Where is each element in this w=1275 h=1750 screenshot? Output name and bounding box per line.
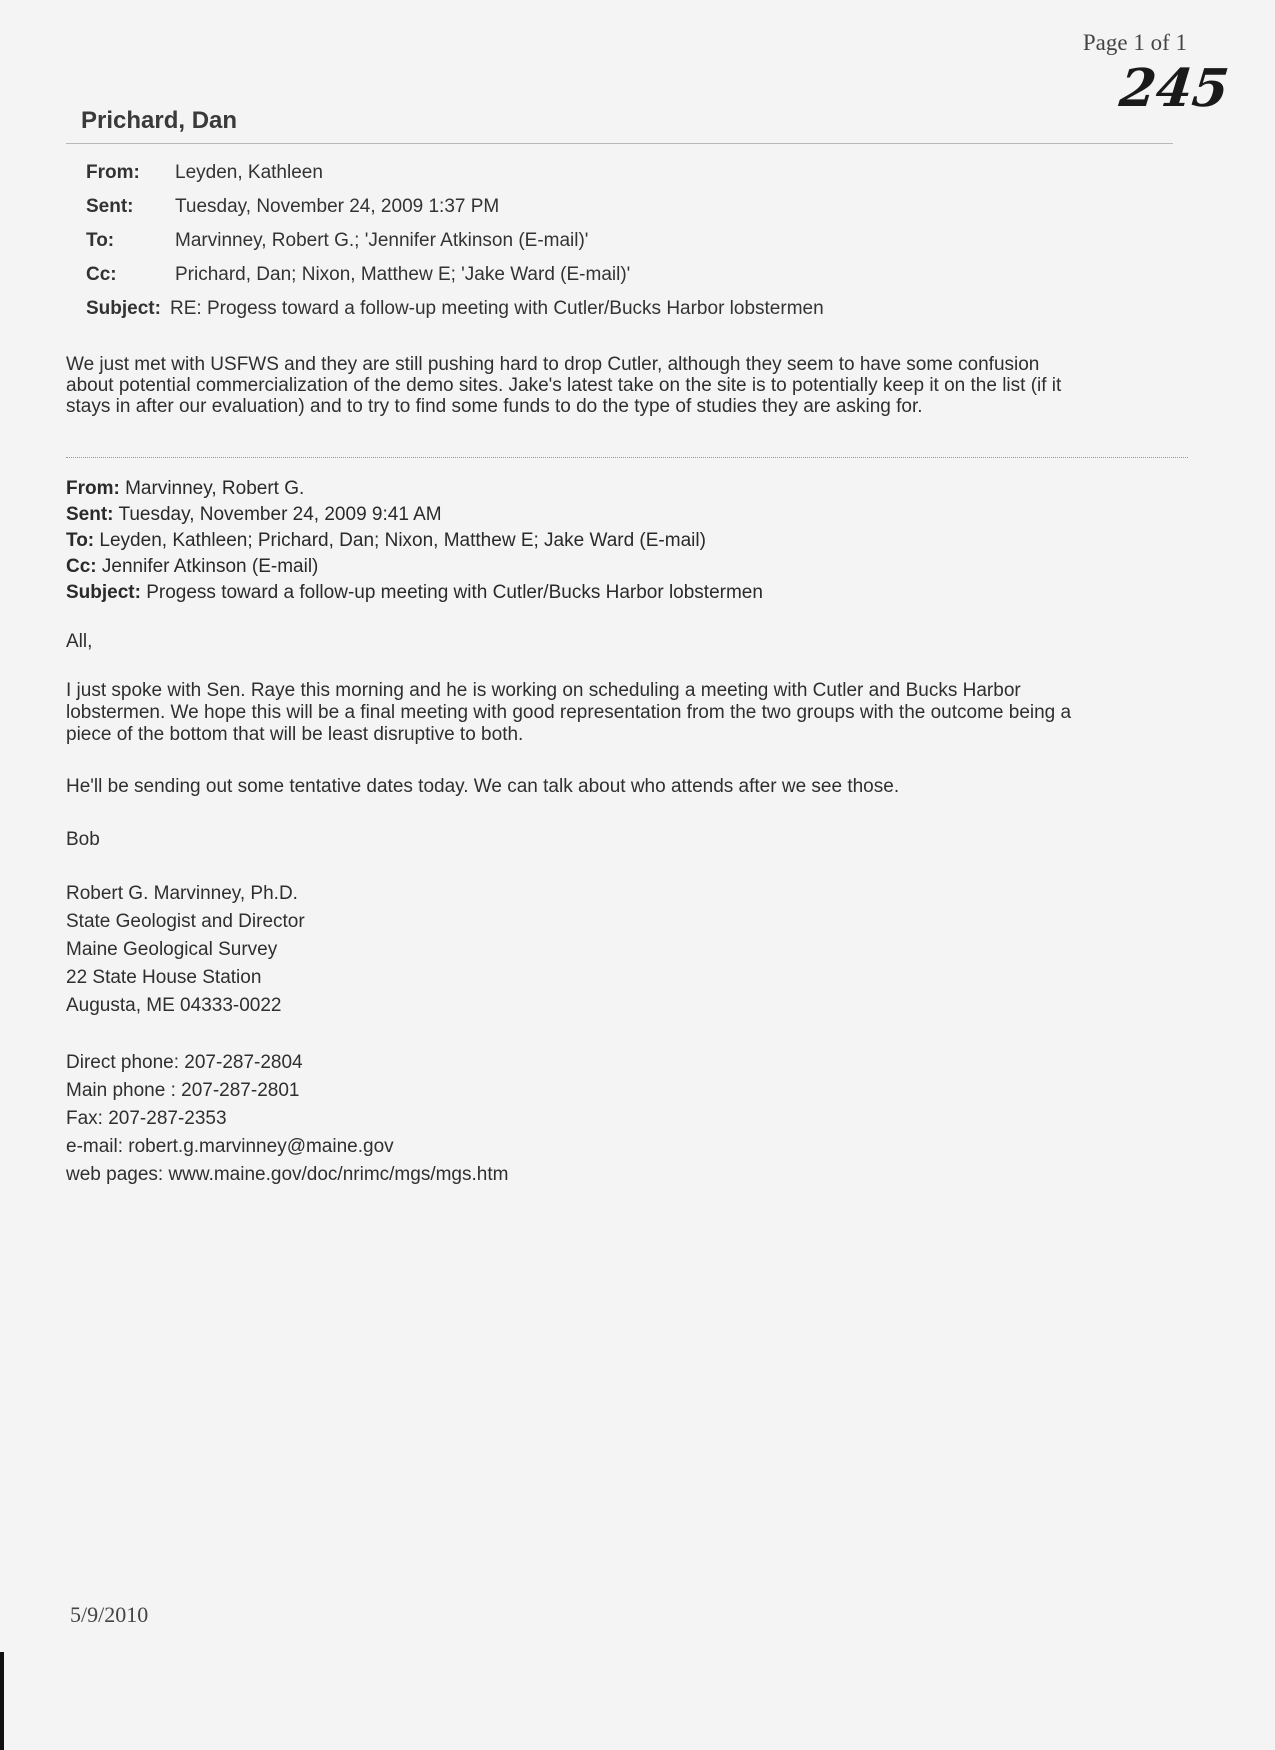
original-subject-value: Progess toward a follow-up meeting with Cutler/Bucks Harbor lobstermen (146, 582, 763, 603)
reply-body-line: We just met with USFWS and they are still pushing hard to drop Cutler, although they seem to have some confusion (66, 354, 1040, 375)
reply-body (66, 354, 1196, 417)
reply-header (86, 162, 824, 332)
signature-line: Maine Geological Survey (66, 939, 278, 960)
cc-row (86, 264, 824, 298)
print-date: 5/9/2010 (70, 1602, 149, 1627)
original-from (66, 476, 763, 502)
original-sent-value: Tuesday, November 24, 2009 9:41 AM (118, 504, 442, 525)
paragraph-line: lobstermen. We hope this will be a final meeting with good representation from the two groups with the outcome being a (66, 702, 1072, 723)
original-cc-label: Cc: (66, 556, 97, 577)
contact-block (66, 1049, 508, 1189)
from-row (86, 162, 824, 196)
cc-label: Cc: (86, 264, 117, 285)
subject-value: RE: Progess toward a follow-up meeting with Cutler/Bucks Harbor lobstermen (170, 298, 824, 319)
original-to-label: To: (66, 530, 95, 551)
original-to-value: Leyden, Kathleen; Prichard, Dan; Nixon, Matthew E; Jake Ward (E-mail) (99, 530, 706, 551)
contact-line: web pages: www.maine.gov/doc/nrimc/mgs/mgs.htm (66, 1164, 509, 1185)
signoff: Bob (66, 829, 100, 850)
paragraph-line: piece of the bottom that will be least disruptive to both. (66, 724, 524, 745)
original-from-value: Marvinney, Robert G. (125, 478, 305, 499)
cc-value: Prichard, Dan; Nixon, Matthew E; 'Jake Ward (E-mail)' (175, 264, 631, 285)
mailbox-owner-name: Prichard, Dan (81, 107, 238, 134)
greeting: All, (66, 631, 93, 652)
original-paragraph-2: He'll be sending out some tentative dates today. We can talk about who attends after we see those. (66, 776, 900, 797)
to-value: Marvinney, Robert G.; 'Jennifer Atkinson (E-mail)' (175, 230, 589, 251)
original-sent-label: Sent: (66, 504, 114, 525)
original-subject (66, 580, 763, 606)
to-label: To: (86, 230, 115, 251)
signature-line: Augusta, ME 04333-0022 (66, 995, 282, 1016)
to-row (86, 230, 824, 264)
reply-body-line: about potential commercialization of the demo sites. Jake's latest take on the site is to potentially keep it on the list (if it (66, 375, 1062, 396)
handwritten-page-number: 245 (1116, 58, 1232, 119)
from-value: Leyden, Kathleen (175, 162, 323, 183)
from-label: From: (86, 162, 140, 183)
scan-edge-mark (0, 1652, 4, 1750)
message-separator (66, 457, 1188, 458)
sent-label: Sent: (86, 196, 134, 217)
original-to (66, 528, 763, 554)
reply-body-line: stays in after our evaluation) and to try to find some funds to do the type of studies they are asking for. (66, 396, 923, 417)
original-sent (66, 502, 763, 528)
original-from-label: From: (66, 478, 120, 499)
signature-line: State Geologist and Director (66, 911, 305, 932)
header-divider (66, 143, 1173, 144)
signature-line: Robert G. Marvinney, Ph.D. (66, 883, 298, 904)
subject-label: Subject: (86, 298, 161, 319)
original-cc-value: Jennifer Atkinson (E-mail) (101, 556, 319, 577)
signature-line: 22 State House Station (66, 967, 262, 988)
sent-value: Tuesday, November 24, 2009 1:37 PM (175, 196, 500, 217)
original-subject-label: Subject: (66, 582, 141, 603)
original-paragraph-1 (66, 680, 1206, 746)
contact-line: Fax: 207-287-2353 (66, 1108, 227, 1129)
subject-row (86, 298, 824, 332)
original-cc (66, 554, 763, 580)
original-header (66, 476, 763, 606)
contact-line: Main phone : 207-287-2801 (66, 1080, 300, 1101)
paragraph-line: I just spoke with Sen. Raye this morning and he is working on scheduling a meeting with Cutler and Bucks Harbor (66, 680, 1021, 701)
contact-line: Direct phone: 207-287-2804 (66, 1052, 303, 1073)
signature-block (66, 880, 305, 1020)
sent-row (86, 196, 824, 230)
contact-line: e-mail: robert.g.marvinney@maine.gov (66, 1136, 394, 1157)
page-number: Page 1 of 1 (1082, 30, 1187, 55)
